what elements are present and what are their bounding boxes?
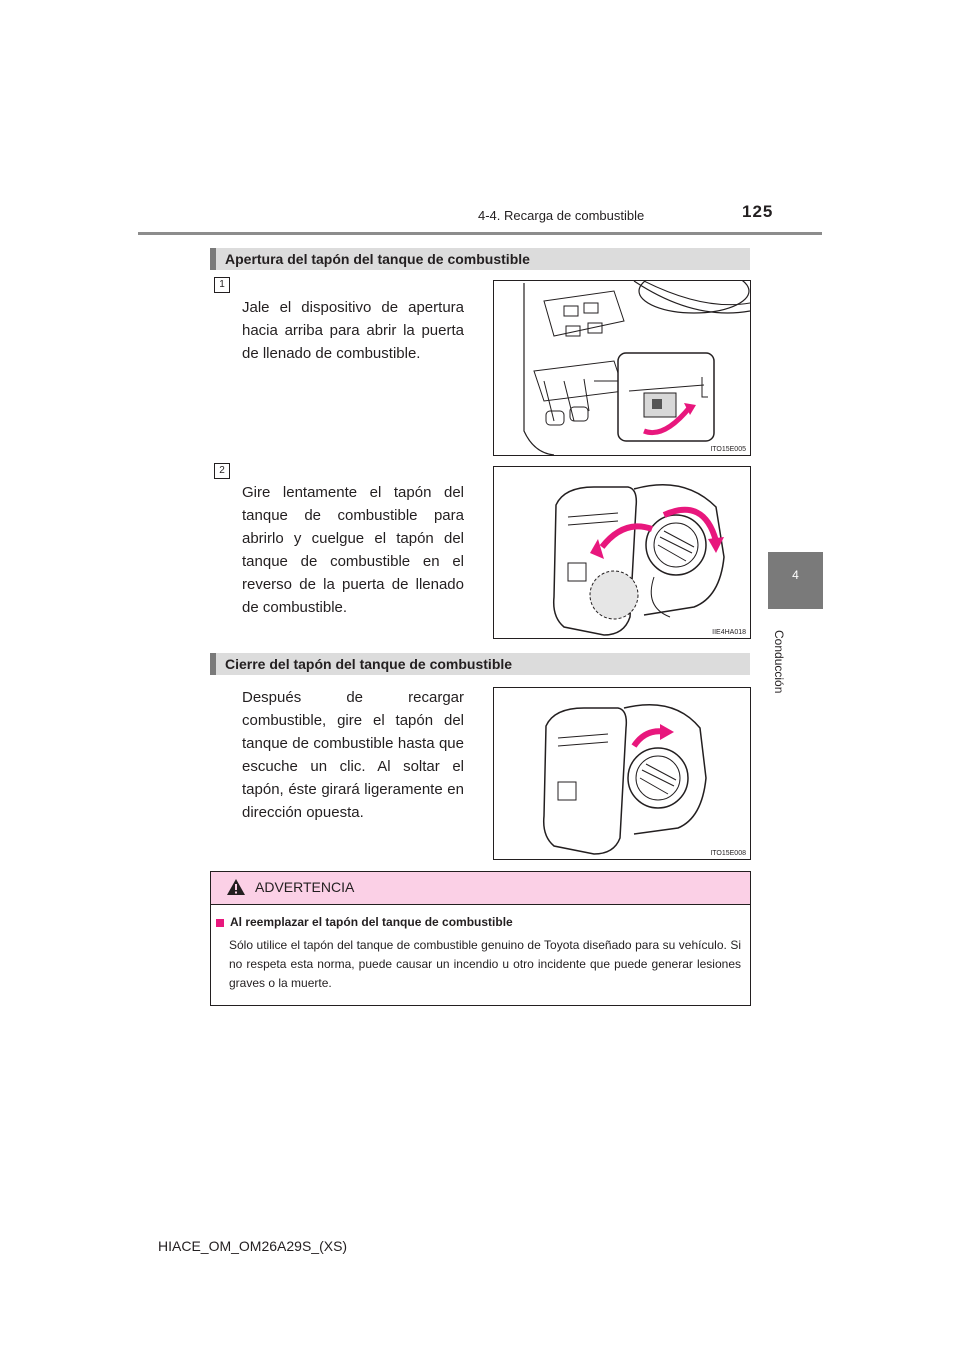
close-fuel-cap-illustration	[494, 688, 750, 859]
chapter-number: 4	[792, 568, 799, 582]
fuel-door-opener-illustration	[494, 281, 750, 455]
warning-subtitle-text: Al reemplazar el tapón del tanque de combustible	[230, 915, 513, 929]
document-code: HIACE_OM_OM26A29S_(XS)	[158, 1238, 348, 1254]
step-1-text: Jale el dispositivo de apertura hacia arriba para abrir la puerta de llenado de combustible.	[242, 299, 464, 362]
chapter-label: Conducción	[772, 630, 786, 694]
square-bullet-icon	[216, 919, 224, 927]
section-marker	[210, 653, 216, 675]
section-heading-closing	[210, 653, 750, 675]
warning-subtitle	[216, 915, 513, 929]
step-number-1: 1	[214, 277, 230, 293]
section-title: Cierre del tapón del tanque de combustible	[225, 656, 513, 672]
running-header-section: 4-4. Recarga de combustible	[478, 208, 645, 223]
warning-title: ADVERTENCIA	[255, 879, 355, 895]
figure-code: ITO15E008	[710, 850, 746, 857]
warning-triangle-icon	[226, 878, 246, 896]
section-heading-opening	[210, 248, 750, 270]
step-number-2: 2	[214, 463, 230, 479]
warning-box	[210, 871, 751, 1006]
figure-open-fuel-cap	[493, 466, 751, 639]
figure-fuel-door-opener	[493, 280, 751, 456]
chapter-label-wrapper	[764, 630, 794, 700]
figure-code: IIE4HA018	[712, 629, 746, 636]
header-rule	[138, 232, 822, 235]
step-2-text: Gire lentamente el tapón del tanque de combustible para abrirlo y cuelgue el tapón del tanque de combustible en el reverso de la puerta de llenado de combustible.	[242, 484, 464, 616]
section-marker	[210, 248, 216, 270]
closing-text: Después de recargar combustible, gire el tapón del tanque de combustible hasta que escuche un clic. Al soltar el tapón, éste girará ligeramente en dirección opuesta.	[242, 689, 464, 821]
warning-text: Sólo utilice el tapón del tanque de combustible genuino de Toyota diseñado para su vehículo. Si no respeta esta norma, puede causar un incendio u otro incidente que puede generar lesiones graves o la muerte.	[229, 938, 741, 990]
page-number: 125	[742, 202, 774, 221]
section-title: Apertura del tapón del tanque de combustible	[225, 251, 530, 267]
warning-header	[211, 872, 750, 905]
figure-code: ITO15E005	[710, 446, 746, 453]
chapter-tab	[768, 552, 823, 609]
open-fuel-cap-illustration	[494, 467, 750, 638]
figure-close-fuel-cap	[493, 687, 751, 860]
